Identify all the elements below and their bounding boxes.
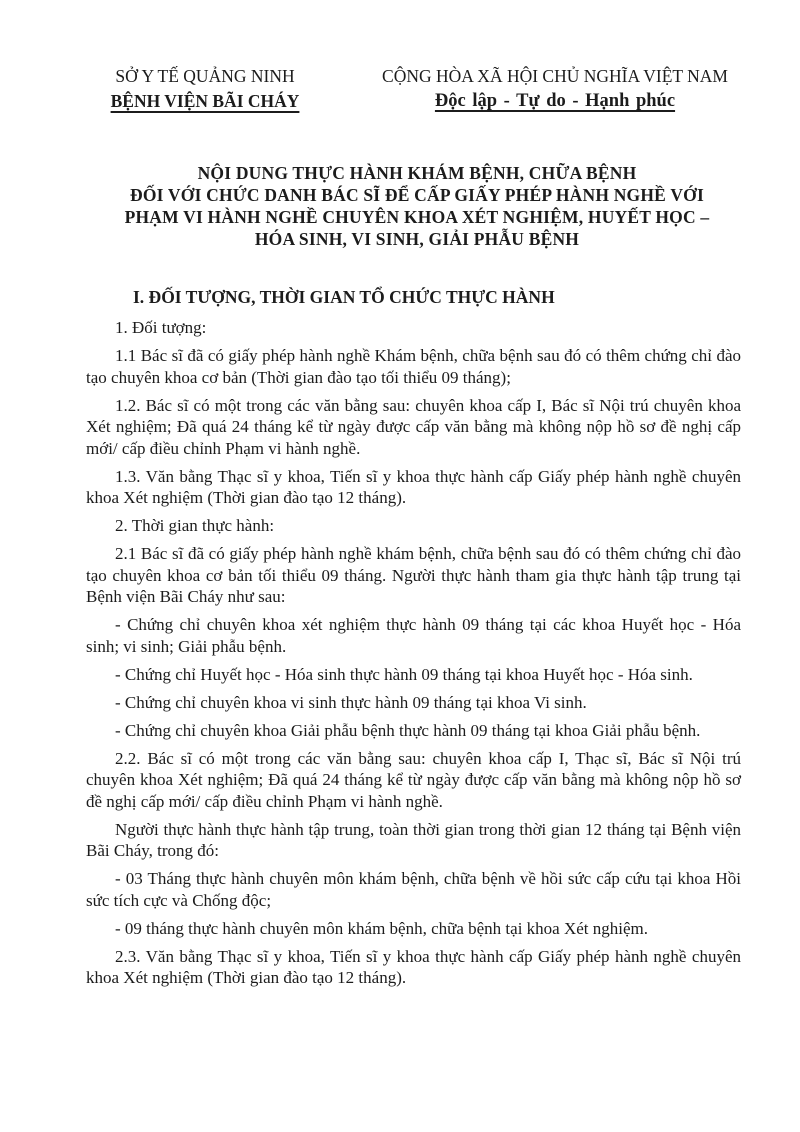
title-line-2: ĐỐI VỚI CHỨC DANH BÁC SĨ ĐỂ CẤP GIẤY PHÉP HÀNH NGHỀ VỚI [130,185,704,205]
document-title [0,162,800,250]
paragraph: 2.1 Bác sĩ đã có giấy phép hành nghề khám bệnh, chữa bệnh sau đó có thêm chứng chỉ đào tạo chuyên khoa cơ bản tối thiểu 09 tháng. Người thực hành tham gia thực hành tập trung tại Bệnh viện Bãi Cháy như sau: [86,544,741,606]
paragraph: - Chứng chỉ Huyết học - Hóa sinh thực hành 09 tháng tại khoa Huyết học - Hóa sinh. [115,664,693,684]
country-name: CỘNG HÒA XÃ HỘI CHỦ NGHĨA VIỆT NAM [382,66,728,86]
paragraph: 1.3. Văn bằng Thạc sĩ y khoa, Tiến sĩ y khoa thực hành cấp Giấy phép hành nghề chuyên khoa Xét nghiệm (Thời gian đào tạo 12 tháng). [86,466,741,507]
paragraph: 2. Thời gian thực hành: [115,516,275,535]
national-motto: Độc lập - Tự do - Hạnh phúc [434,91,676,111]
section-heading: I. ĐỐI TƯỢNG, THỜI GIAN TỔ CHỨC THỰC HÀNH [133,287,555,307]
paragraph: 2.3. Văn bằng Thạc sĩ y khoa, Tiến sĩ y khoa thực hành cấp Giấy phép hành nghề chuyên khoa Xét nghiệm (Thời gian đào tạo 12 tháng). [86,946,741,987]
issuing-agency-block [74,64,336,114]
title-line-4: HÓA SINH, VI SINH, GIẢI PHẪU BỆNH [254,229,580,249]
paragraph: - Chứng chỉ chuyên khoa Giải phẫu bệnh thực hành 09 tháng tại khoa Giải phẫu bệnh. [115,720,701,740]
paragraph: - 03 Tháng thực hành chuyên môn khám bệnh, chữa bệnh về hồi sức cấp cứu tại khoa Hồi sức tích cực và Chống độc; [86,869,741,910]
agency-parent-name: SỞ Y TẾ QUẢNG NINH [115,66,295,86]
paragraph: - Chứng chỉ chuyên khoa xét nghiệm thực hành 09 tháng tại các khoa Huyết học - Hóa sinh; vi sinh; Giải phẫu bệnh. [86,615,741,656]
paragraph: Người thực hành thực hành tập trung, toàn thời gian trong thời gian 12 tháng tại Bệnh viện Bãi Cháy, trong đó: [86,819,741,860]
national-header-block [355,64,755,114]
paragraph: 1. Đối tượng: [115,318,207,337]
paragraph: - Chứng chỉ chuyên khoa vi sinh thực hành 09 tháng tại khoa Vi sinh. [115,692,587,712]
agency-name: BỆNH VIỆN BÃI CHÁY [110,91,300,111]
paragraph: 1.2. Bác sĩ có một trong các văn bằng sau: chuyên khoa cấp I, Bác sĩ Nội trú chuyên khoa Xét nghiệm; Đã quá 24 tháng kể từ ngày được cấp văn bằng mà không nộp hồ sơ đề nghị cấp mới/ cấp điều chỉnh Phạm vi hành nghề. [86,395,741,458]
paragraph: - 09 tháng thực hành chuyên môn khám bệnh, chữa bệnh tại khoa Xét nghiệm. [115,918,649,938]
document-header [0,0,800,114]
paragraph: 1.1 Bác sĩ đã có giấy phép hành nghề Khám bệnh, chữa bệnh sau đó có thêm chứng chỉ đào tạo chuyên khoa cơ bản (Thời gian đào tạo tối thiểu 09 tháng); [86,346,741,387]
paragraph: 2.2. Bác sĩ có một trong các văn bằng sau: chuyên khoa cấp I, Thạc sĩ, Bác sĩ Nội trú chuyên khoa Xét nghiệm; Đã quá 24 tháng kể từ ngày được cấp văn bằng mà không nộp hồ sơ đề nghị cấp mới/ cấp điều chỉnh Phạm vi hành nghề. [86,748,741,811]
title-line-3: PHẠM VI HÀNH NGHỀ CHUYÊN KHOA XÉT NGHIỆM, HUYẾT HỌC – [124,207,710,227]
document-body [0,317,800,989]
title-line-1: NỘI DUNG THỰC HÀNH KHÁM BỆNH, CHỮA BỆNH [197,163,637,183]
